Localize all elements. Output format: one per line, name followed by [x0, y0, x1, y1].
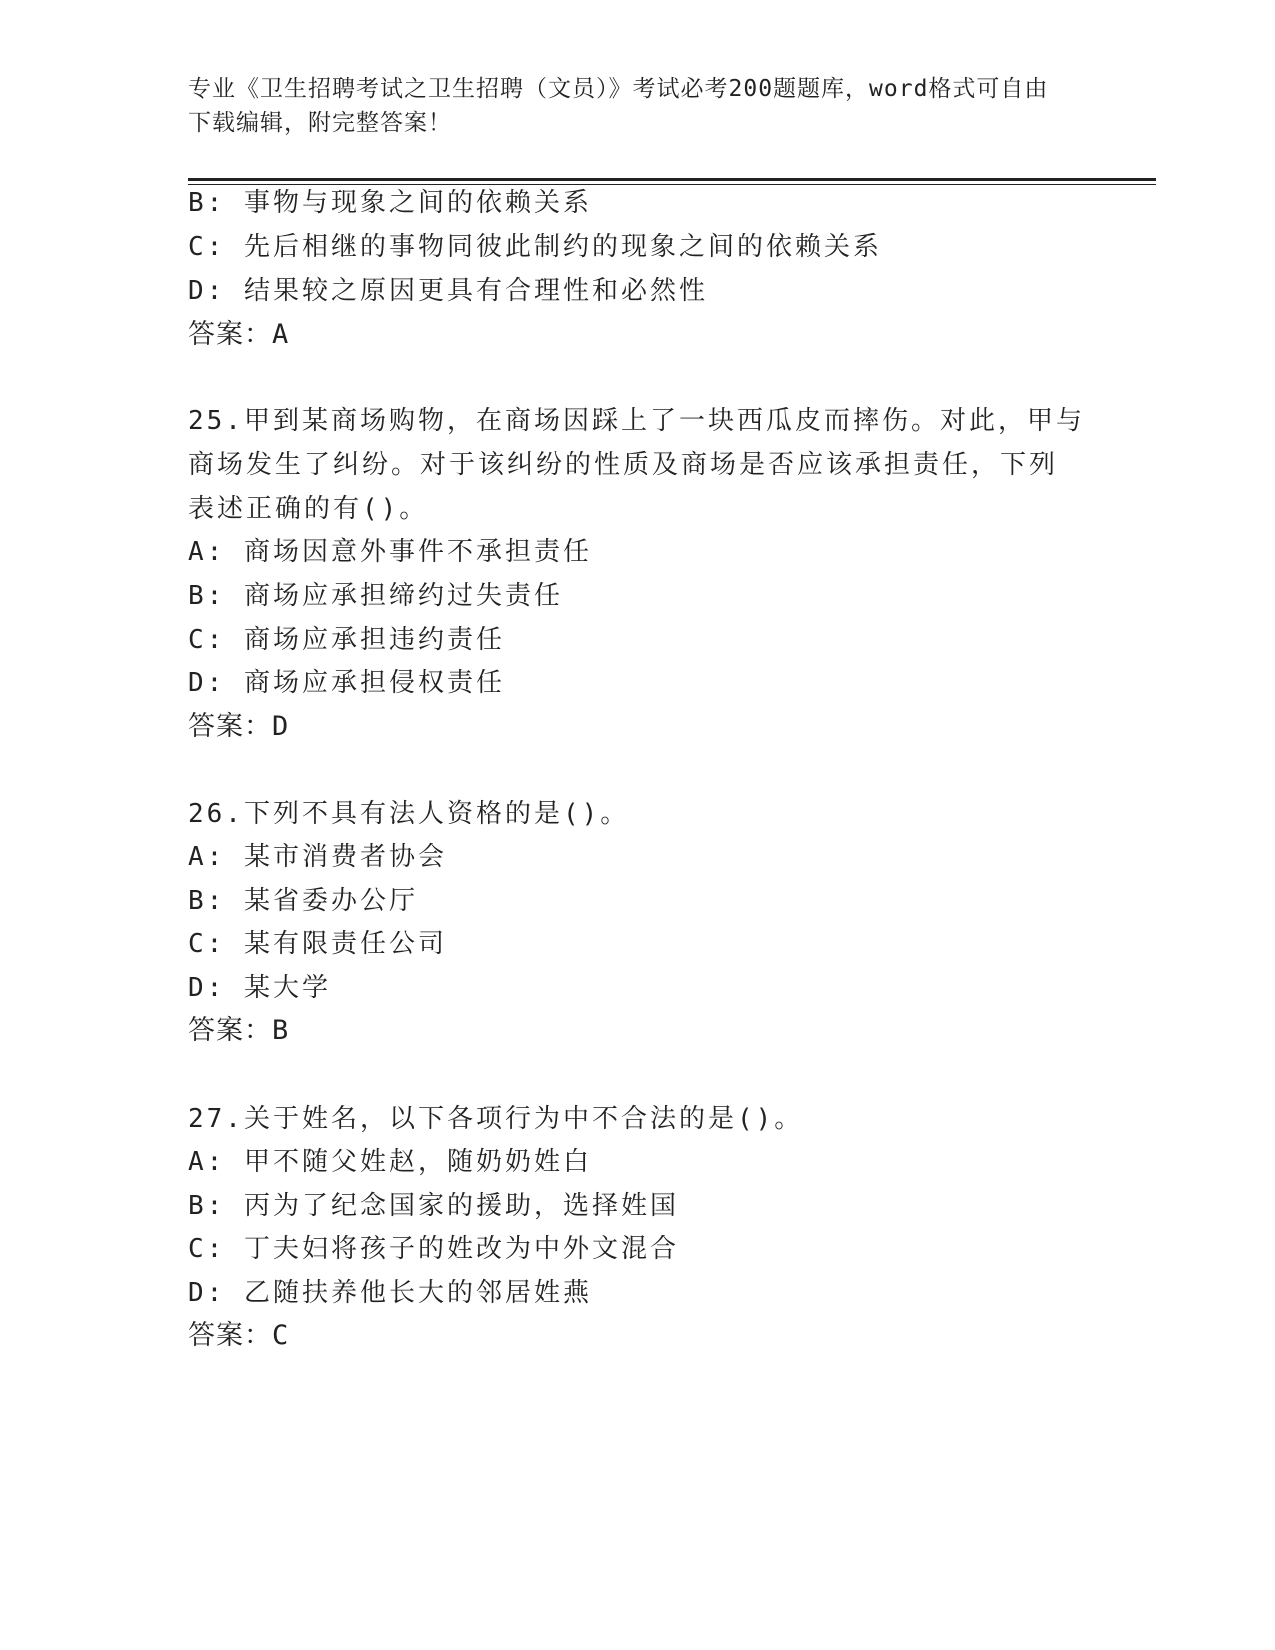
- q24-option-c: C: 先后相继的事物同彼此制约的现象之间的依赖关系: [188, 232, 882, 262]
- q27-option-c: C: 丁夫妇将孩子的姓改为中外文混合: [188, 1234, 679, 1264]
- q24-answer: 答案：A: [188, 319, 290, 350]
- q26-option-a: A: 某市消费者协会: [188, 842, 447, 872]
- header-divider-thin: [188, 184, 1156, 185]
- q25-option-d: D: 商场应承担侵权责任: [188, 668, 505, 698]
- q25-stem-line-1: 25.甲到某商场购物，在商场因踩上了一块西瓜皮而摔伤。对此，甲与: [188, 406, 1085, 436]
- q27-option-a: A: 甲不随父姓赵，随奶奶姓白: [188, 1147, 592, 1177]
- q26-option-d: D: 某大学: [188, 973, 331, 1003]
- q25-stem-line-3: 表述正确的有()。: [188, 494, 429, 524]
- q25-option-c: C: 商场应承担违约责任: [188, 625, 505, 655]
- q27-option-d: D: 乙随扶养他长大的邻居姓燕: [188, 1278, 592, 1308]
- q24-option-b: B: 事物与现象之间的依赖关系: [188, 188, 592, 218]
- q27-option-b: B: 丙为了纪念国家的援助，选择姓国: [188, 1191, 679, 1221]
- q25-answer: 答案：D: [188, 711, 290, 742]
- q27-stem: 27.关于姓名，以下各项行为中不合法的是()。: [188, 1104, 804, 1134]
- q26-option-b: B: 某省委办公厅: [188, 886, 418, 916]
- document-header: 专业《卫生招聘考试之卫生招聘（文员）》考试必考200题题库，word格式可自由下载编辑，附完整答案！: [188, 76, 1049, 136]
- header-divider: [188, 178, 1156, 181]
- q24-option-d: D: 结果较之原因更具有合理性和必然性: [188, 276, 708, 306]
- q25-stem-line-2: 商场发生了纠纷。对于该纠纷的性质及商场是否应该承担责任，下列: [188, 450, 1059, 480]
- q25-option-a: A: 商场因意外事件不承担责任: [188, 537, 592, 567]
- q26-answer: 答案：B: [188, 1015, 290, 1046]
- q27-answer: 答案：C: [188, 1320, 290, 1351]
- q25-option-b: B: 商场应承担缔约过失责任: [188, 581, 563, 611]
- q26-option-c: C: 某有限责任公司: [188, 929, 447, 959]
- q26-stem: 26.下列不具有法人资格的是()。: [188, 799, 630, 829]
